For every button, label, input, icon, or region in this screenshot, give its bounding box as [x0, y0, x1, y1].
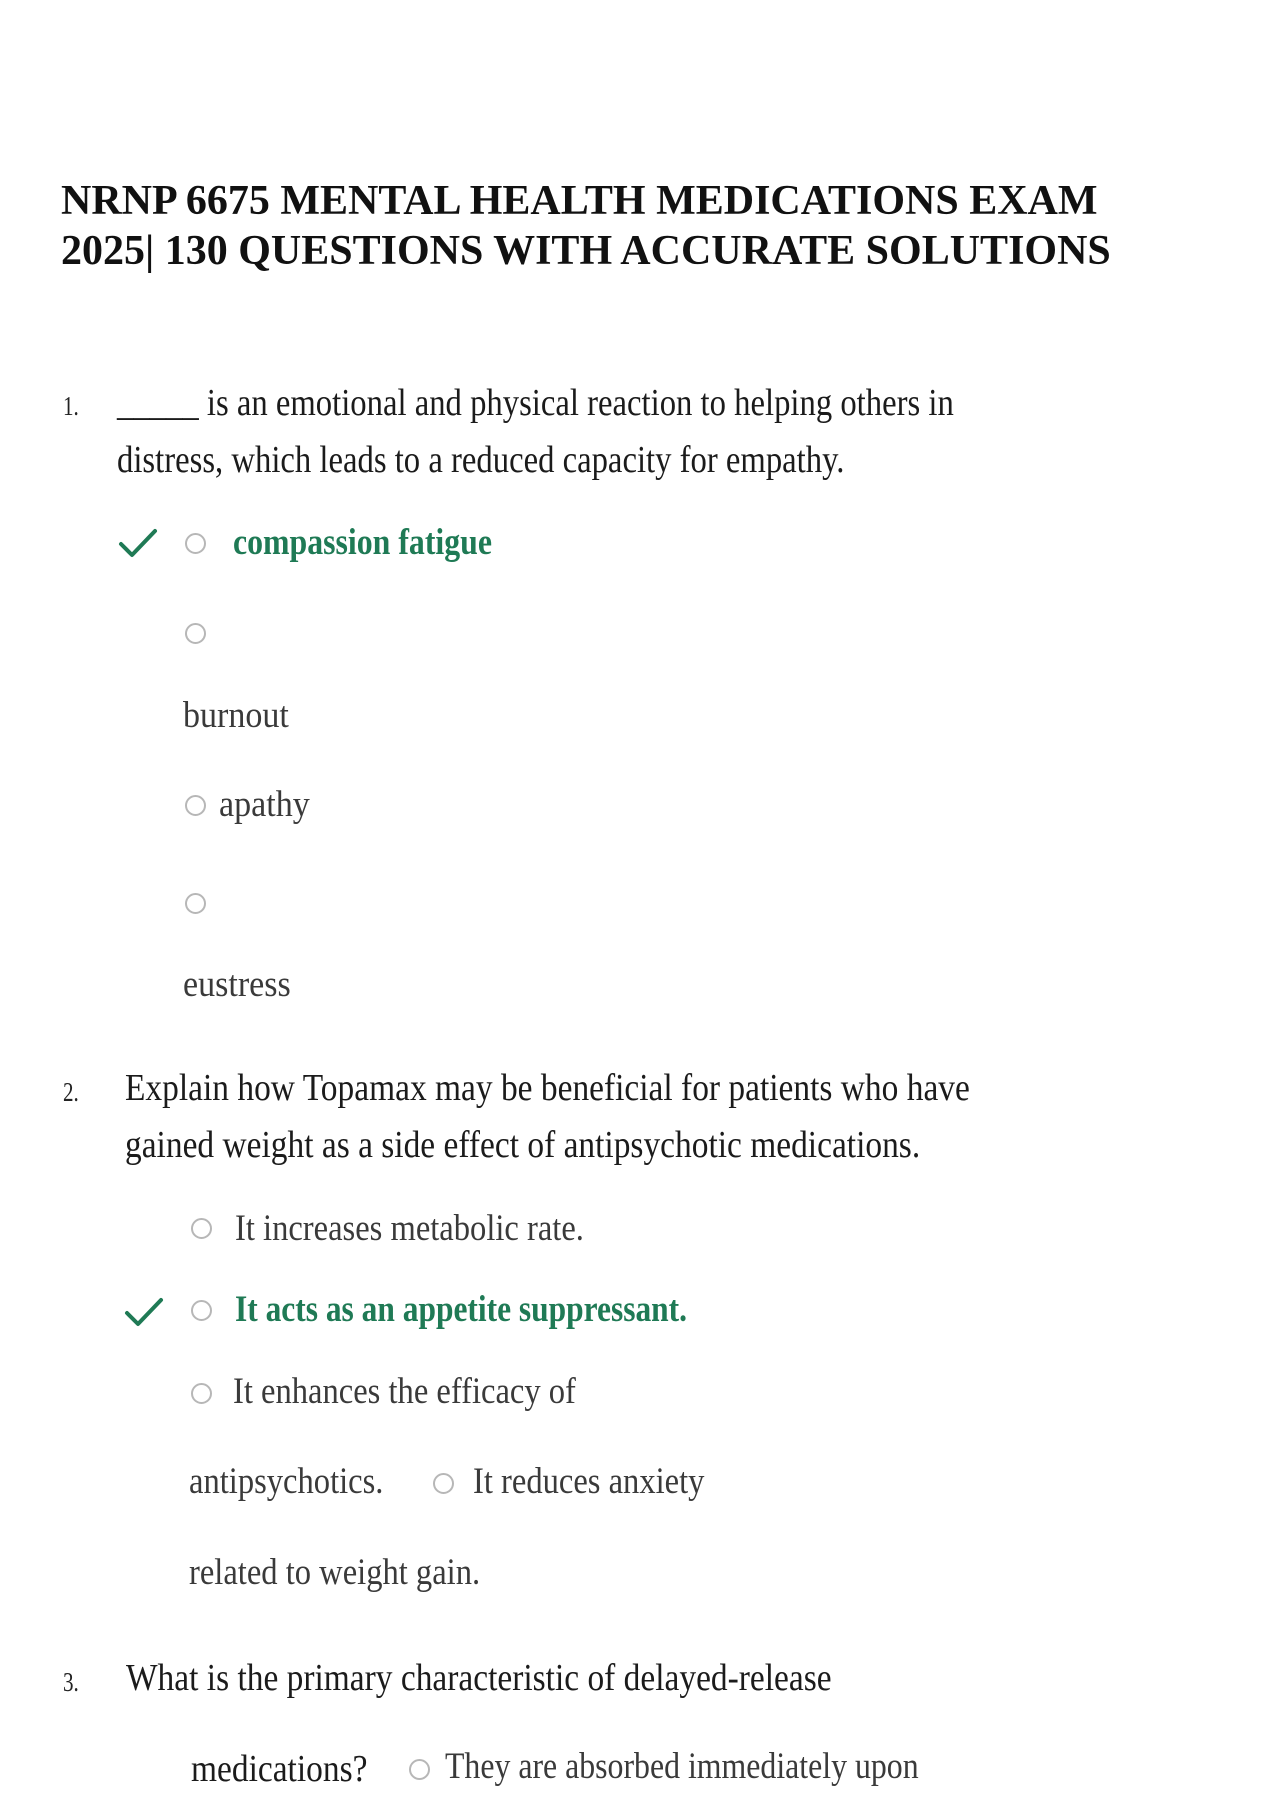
radio-icon[interactable]	[191, 1300, 212, 1321]
question-text-line: gained weight as a side effect of antipsychotic medications.	[125, 1124, 921, 1166]
question-text-line: Explain how Topamax may be beneficial for patients who have	[125, 1067, 970, 1109]
answer-option[interactable]: They are absorbed immediately upon	[445, 1746, 919, 1787]
radio-icon[interactable]	[433, 1473, 454, 1494]
question-number: 1.	[63, 391, 79, 421]
question-number: 2.	[63, 1077, 79, 1107]
answer-option[interactable]: It enhances the efficacy of	[233, 1371, 576, 1412]
question-text	[191, 1741, 367, 1798]
answer-option[interactable]: burnout	[183, 695, 289, 736]
title-line-2: 2025| 130 QUESTIONS WITH ACCURATE SOLUTIONS	[61, 228, 1111, 274]
question-number: 3.	[63, 1667, 79, 1697]
check-icon	[118, 527, 158, 561]
question-text-line: What is the primary characteristic of delayed-release	[126, 1657, 832, 1699]
radio-icon[interactable]	[191, 1218, 212, 1239]
question-text	[117, 375, 954, 489]
document-title	[61, 176, 1211, 276]
title-line-1: NRNP 6675 MENTAL HEALTH MEDICATIONS EXAM	[61, 178, 1098, 224]
answer-option[interactable]: It increases metabolic rate.	[235, 1208, 584, 1249]
question-text	[126, 1650, 832, 1707]
radio-icon[interactable]	[185, 533, 206, 554]
radio-icon[interactable]	[185, 893, 206, 914]
answer-option-correct[interactable]: compassion fatigue	[233, 522, 492, 563]
radio-icon[interactable]	[185, 795, 206, 816]
question-text-line: distress, which leads to a reduced capacity for empathy.	[117, 439, 845, 481]
answer-option[interactable]: It reduces anxiety	[473, 1461, 705, 1502]
question-text-line: medications?	[191, 1748, 368, 1790]
question-text-line: _____ is an emotional and physical reaction to helping others in	[117, 382, 954, 424]
answer-option-continuation: related to weight gain.	[189, 1552, 481, 1593]
answer-option[interactable]: apathy	[219, 784, 310, 825]
radio-icon[interactable]	[185, 623, 206, 644]
question-text	[125, 1060, 970, 1174]
check-icon	[124, 1296, 164, 1330]
answer-option-correct[interactable]: It acts as an appetite suppressant.	[235, 1289, 688, 1330]
radio-icon[interactable]	[409, 1759, 430, 1780]
answer-option[interactable]: eustress	[183, 964, 291, 1005]
radio-icon[interactable]	[191, 1383, 212, 1404]
answer-option-continuation: antipsychotics.	[189, 1461, 384, 1502]
